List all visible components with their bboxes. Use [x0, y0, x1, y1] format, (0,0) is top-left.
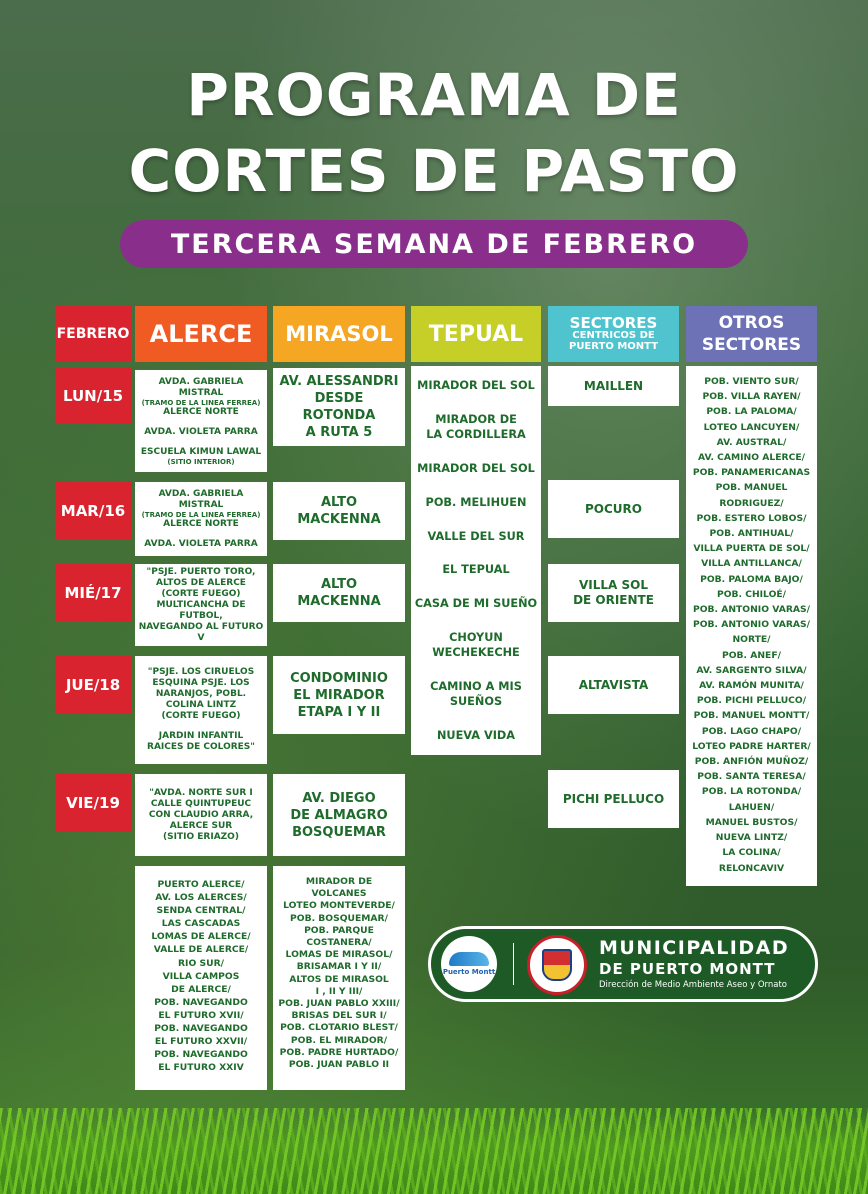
puerto-montt-swoosh-icon — [449, 952, 489, 966]
puerto-montt-logo-text: Puerto Montt — [442, 968, 496, 976]
alerce-lun-line: AVDA. GABRIELA MISTRAL — [158, 376, 244, 398]
grass-decoration — [0, 1108, 868, 1194]
otros-item: POB. SANTA TERESA/ — [697, 771, 806, 783]
mirasol-list-item: LOMAS DE MIRASOL/ — [285, 949, 393, 961]
alerce-mar-cell — [135, 482, 267, 556]
day-lun-15: LUN/15 — [55, 368, 131, 424]
day-mie-17: MIÉ/17 — [55, 564, 131, 622]
otros-item: RELONCAVIV — [718, 862, 785, 874]
otros-item: AV. AUSTRAL/ — [716, 436, 787, 448]
alerce-mie-line: MULTICANCHA DE FUTBOL, — [156, 599, 246, 621]
sectores-jue-line: ALTAVISTA — [578, 677, 649, 692]
otros-item: AV. CAMINO ALERCE/ — [698, 452, 805, 464]
otros-item: NUEVA LINTZ/ — [715, 832, 788, 844]
day-mar-16: MAR/16 — [55, 482, 131, 540]
sectores-vie-cell — [548, 770, 679, 828]
alerce-vie-cell — [135, 774, 267, 856]
mirasol-list-item: POB. JUAN PABLO XXIII/ — [278, 998, 400, 1010]
alerce-list-item: VILLA CAMPOS — [162, 970, 240, 982]
alerce-list-item: SENDA CENTRAL/ — [156, 905, 246, 917]
logo-divider — [513, 943, 514, 985]
alerce-list-item: DE ALERCE/ — [171, 983, 231, 995]
tepual-item: CHOYUN WECHEKECHE — [432, 631, 520, 660]
mirasol-mar-line: ALTO — [320, 495, 358, 510]
mirasol-list-item: MIRADOR DE VOLCANES — [305, 876, 373, 900]
alerce-list-item: POB. NAVEGANDO — [154, 1023, 248, 1035]
otros-sectores-cell — [686, 366, 817, 886]
municipalidad-name-line-1: MUNICIPALIDAD — [599, 937, 790, 959]
alerce-list-item: EL FUTURO XVII/ — [158, 1009, 244, 1021]
mirasol-lun-line: A RUTA 5 — [305, 425, 373, 440]
alerce-list-item: LAS CASCADAS — [161, 918, 241, 930]
mirasol-mie-line: ALTO — [320, 577, 358, 592]
alerce-vie-line: "AVDA. NORTE SUR I — [149, 787, 253, 798]
alerce-list-item: EL FUTURO XXVII/ — [154, 1036, 248, 1048]
alerce-jue-line: JARDIN INFANTIL — [158, 731, 244, 741]
coat-of-arms-icon — [542, 949, 572, 981]
title-line-1: PROGRAMA DE — [186, 61, 682, 129]
otros-item: LOTEO LANCUYEN/ — [703, 421, 800, 433]
tepual-item: VALLE DEL SUR — [427, 529, 525, 543]
puerto-montt-logo — [441, 936, 497, 992]
alerce-mar-line: AVDA. GABRIELA MISTRAL — [158, 488, 244, 510]
alerce-list-item: PUERTO ALERCE/ — [157, 879, 245, 890]
alerce-lun-cell — [135, 370, 267, 472]
otros-item: POB. ANTONIO VARAS/ — [693, 619, 810, 631]
otros-item: AV. RAMÓN MUNITA/ — [699, 680, 804, 692]
alerce-vie-line: CON CLAUDIO ARRA, — [148, 809, 254, 820]
mirasol-list-item: ALTOS DE MIRASOL — [289, 973, 389, 985]
mirasol-list-item: POB. JUAN PABLO II — [288, 1059, 390, 1071]
header-otros-sectores — [686, 306, 817, 362]
otros-item: POB. ESTERO LOBOS/ — [696, 512, 807, 524]
alerce-vie-line: ALERCE SUR — [169, 820, 233, 831]
alerce-list-item: VALLE DE ALERCE/ — [153, 944, 249, 956]
mirasol-lun-line: AV. ALESSANDRI — [279, 374, 399, 389]
otros-item: POB. VILLA RAYEN/ — [702, 391, 801, 403]
alerce-mie-line: NAVEGANDO AL FUTURO V — [138, 621, 264, 643]
alerce-list-item: POB. NAVEGANDO — [154, 996, 248, 1008]
mirasol-lun-line: DESDE ROTONDA — [302, 391, 376, 423]
alerce-list-item: POB. NAVEGANDO — [154, 1049, 248, 1061]
mirasol-list-item: BRISAMAR I Y II/ — [296, 961, 382, 973]
otros-item: POB. ANFIÓN MUÑOZ/ — [694, 756, 809, 768]
alerce-otros-cell — [135, 866, 267, 1090]
mirasol-jue-line: ETAPA I Y II — [297, 704, 381, 720]
alerce-jue-line: ESQUINA PSJE. LOS — [152, 678, 250, 688]
tepual-item: MIRADOR DEL SOL — [417, 379, 535, 392]
mirasol-list-item: POB. CLOTARIO BLEST/ — [280, 1022, 398, 1034]
mirasol-list-item: BRISAS DEL SUR I/ — [291, 1010, 387, 1022]
mirasol-mar-line: MACKENNA — [297, 512, 381, 527]
alerce-mie-line: ALTOS DE ALERCE — [156, 577, 246, 588]
otros-item: POB. LA PALOMA/ — [706, 406, 797, 418]
otros-item: RODRIGUEZ/ — [719, 497, 784, 509]
header-sectores-line-1: SECTORES — [569, 314, 658, 332]
otros-item: NORTE/ — [732, 634, 771, 646]
otros-item: POB. MANUEL MONTT/ — [693, 710, 810, 722]
tepual-item: CASA DE MI SUEÑO — [414, 597, 538, 611]
alerce-list-item: LOMAS DE ALERCE/ — [151, 931, 251, 943]
mirasol-otros-cell — [273, 866, 405, 1090]
mirasol-jue-line: CONDOMINIO — [290, 670, 388, 686]
sectores-mie-line: DE ORIENTE — [573, 593, 654, 607]
header-otros-line-2: SECTORES — [701, 335, 802, 355]
alerce-jue-line: (CORTE FUEGO) — [161, 711, 241, 721]
alerce-jue-line: RAICES DE COLORES" — [147, 742, 255, 752]
mirasol-list-item: LOTEO MONTEVERDE/ — [283, 900, 395, 912]
otros-item: LA COLINA/ — [722, 847, 781, 859]
sectores-mie-cell — [548, 564, 679, 622]
sectores-mie-line: VILLA SOL — [579, 578, 648, 592]
alerce-jue-line: COLINA LINTZ — [165, 700, 237, 710]
alerce-lun-line: (SITIO INTERIOR) — [167, 457, 235, 466]
header-alerce: ALERCE — [135, 306, 267, 362]
otros-item: AV. SARGENTO SILVA/ — [696, 664, 807, 676]
alerce-jue-line: "PSJE. LOS CIRUELOS — [147, 667, 255, 677]
tepual-item: NUEVA VIDA — [436, 728, 516, 742]
alerce-vie-line: CALLE QUINTUPEUC — [150, 798, 252, 809]
sectores-lun-cell — [548, 366, 679, 406]
otros-item: POB. ANTIHUAL/ — [709, 528, 794, 540]
subtitle-banner: TERCERA SEMANA DE FEBRERO — [120, 220, 748, 268]
tepual-item: CAMINO A MIS SUEÑOS — [430, 680, 522, 708]
mirasol-vie-line: AV. DIEGO — [302, 790, 376, 806]
header-sectores-line-3: PUERTO MONTT — [568, 341, 659, 352]
mirasol-mar-cell — [273, 482, 405, 540]
alerce-mar-line: ALERCE NORTE — [163, 518, 239, 529]
alerce-list-item: RIO SUR/ — [177, 957, 224, 969]
tepual-cell — [411, 366, 541, 755]
otros-item: POB. ANTONIO VARAS/ — [693, 604, 810, 616]
alerce-mar-line: AVDA. VIOLETA PARRA — [144, 538, 258, 549]
mirasol-vie-cell — [273, 774, 405, 856]
mirasol-list-item: POB. PARQUE — [304, 924, 374, 936]
otros-item: POB. VIENTO SUR/ — [704, 376, 799, 387]
mirasol-vie-line: BOSQUEMAR — [292, 824, 386, 840]
otros-item: POB. MANUEL — [715, 482, 788, 494]
mirasol-jue-cell — [273, 656, 405, 734]
header-mirasol: MIRASOL — [273, 306, 405, 362]
header-otros-line-1: OTROS — [718, 313, 785, 333]
mirasol-mie-cell — [273, 564, 405, 622]
sectores-mar-cell — [548, 480, 679, 538]
municipalidad-department: Dirección de Medio Ambiente Aseo y Ornato — [599, 980, 787, 990]
mirasol-jue-line: EL MIRADOR — [293, 687, 385, 703]
otros-item: POB. PALOMA BAJO/ — [700, 573, 803, 585]
alerce-mie-line: "PSJE. PUERTO TORO, — [146, 566, 256, 577]
header-sectores-centricos — [548, 306, 679, 362]
day-jue-18: JUE/18 — [55, 656, 131, 714]
title-line-2: CORTES DE PASTO — [128, 137, 740, 205]
alerce-vie-line: (SITIO ERIAZO) — [163, 831, 239, 842]
sectores-lun-line: MAILLEN — [583, 378, 644, 393]
tepual-item: MIRADOR DE LA CORDILLERA — [426, 412, 526, 441]
otros-item: POB. CHILOÉ/ — [716, 588, 787, 600]
header-sectores-line-2: CENTRICOS DE — [572, 330, 655, 341]
alerce-jue-line: NARANJOS, POBL. — [155, 689, 247, 699]
alerce-lun-line: ALERCE NORTE — [163, 406, 239, 417]
mirasol-list-item: POB. EL MIRADOR/ — [290, 1034, 388, 1046]
municipalidad-logo-box — [428, 926, 818, 1002]
alerce-lun-line: (TRAMO DE LA LINEA FERREA) — [141, 398, 261, 407]
sectores-vie-line: PICHI PELLUCO — [562, 791, 665, 806]
municipal-seal-icon — [527, 935, 587, 995]
otros-item: VILLA PUERTA DE SOL/ — [693, 543, 810, 555]
alerce-list-item: AV. LOS ALERCES/ — [155, 892, 247, 904]
alerce-mar-line: (TRAMO DE LA LINEA FERREA) — [141, 510, 261, 519]
otros-item: LOTEO PADRE HARTER/ — [692, 740, 811, 752]
mirasol-list-item: POB. PADRE HURTADO/ — [279, 1046, 399, 1058]
sectores-jue-cell — [548, 656, 679, 714]
sectores-mar-line: POCURO — [585, 501, 642, 516]
otros-item: POB. ANEF/ — [722, 649, 781, 661]
otros-item: LAHUEN/ — [728, 801, 775, 813]
alerce-list-item: EL FUTURO XXIV — [158, 1062, 244, 1074]
mirasol-list-item: POB. BOSQUEMAR/ — [290, 912, 388, 924]
tepual-item: EL TEPUAL — [442, 563, 510, 577]
alerce-lun-line: ESCUELA KIMUN LAWAL — [140, 446, 262, 457]
mirasol-list-item: COSTANERA/ — [306, 937, 372, 949]
mirasol-lun-cell — [273, 368, 405, 446]
otros-item: POB. PICHI PELLUCO/ — [696, 695, 807, 707]
otros-item: POB. PANAMERICANAS — [692, 467, 811, 479]
tepual-item: MIRADOR DEL SOL — [417, 461, 535, 475]
mirasol-list-item: I , II Y III/ — [315, 985, 363, 997]
alerce-mie-line: (CORTE FUEGO) — [161, 588, 241, 599]
otros-item: MANUEL BUSTOS/ — [705, 816, 798, 828]
mirasol-vie-line: DE ALMAGRO — [290, 807, 388, 823]
mirasol-mie-line: MACKENNA — [297, 594, 381, 609]
alerce-lun-line: AVDA. VIOLETA PARRA — [144, 426, 258, 437]
header-month: FEBRERO — [55, 306, 131, 362]
alerce-jue-cell — [135, 656, 267, 764]
otros-item: POB. LA ROTONDA/ — [701, 786, 802, 798]
tepual-item: POB. MELIHUEN — [425, 495, 527, 509]
otros-item: POB. LAGO CHAPO/ — [701, 725, 802, 737]
municipalidad-name-line-2: DE PUERTO MONTT — [599, 960, 776, 978]
day-vie-19: VIE/19 — [55, 774, 131, 832]
otros-item: VILLA ANTILLANCA/ — [701, 558, 802, 570]
header-tepual: TEPUAL — [411, 306, 541, 362]
alerce-mie-cell — [135, 564, 267, 646]
